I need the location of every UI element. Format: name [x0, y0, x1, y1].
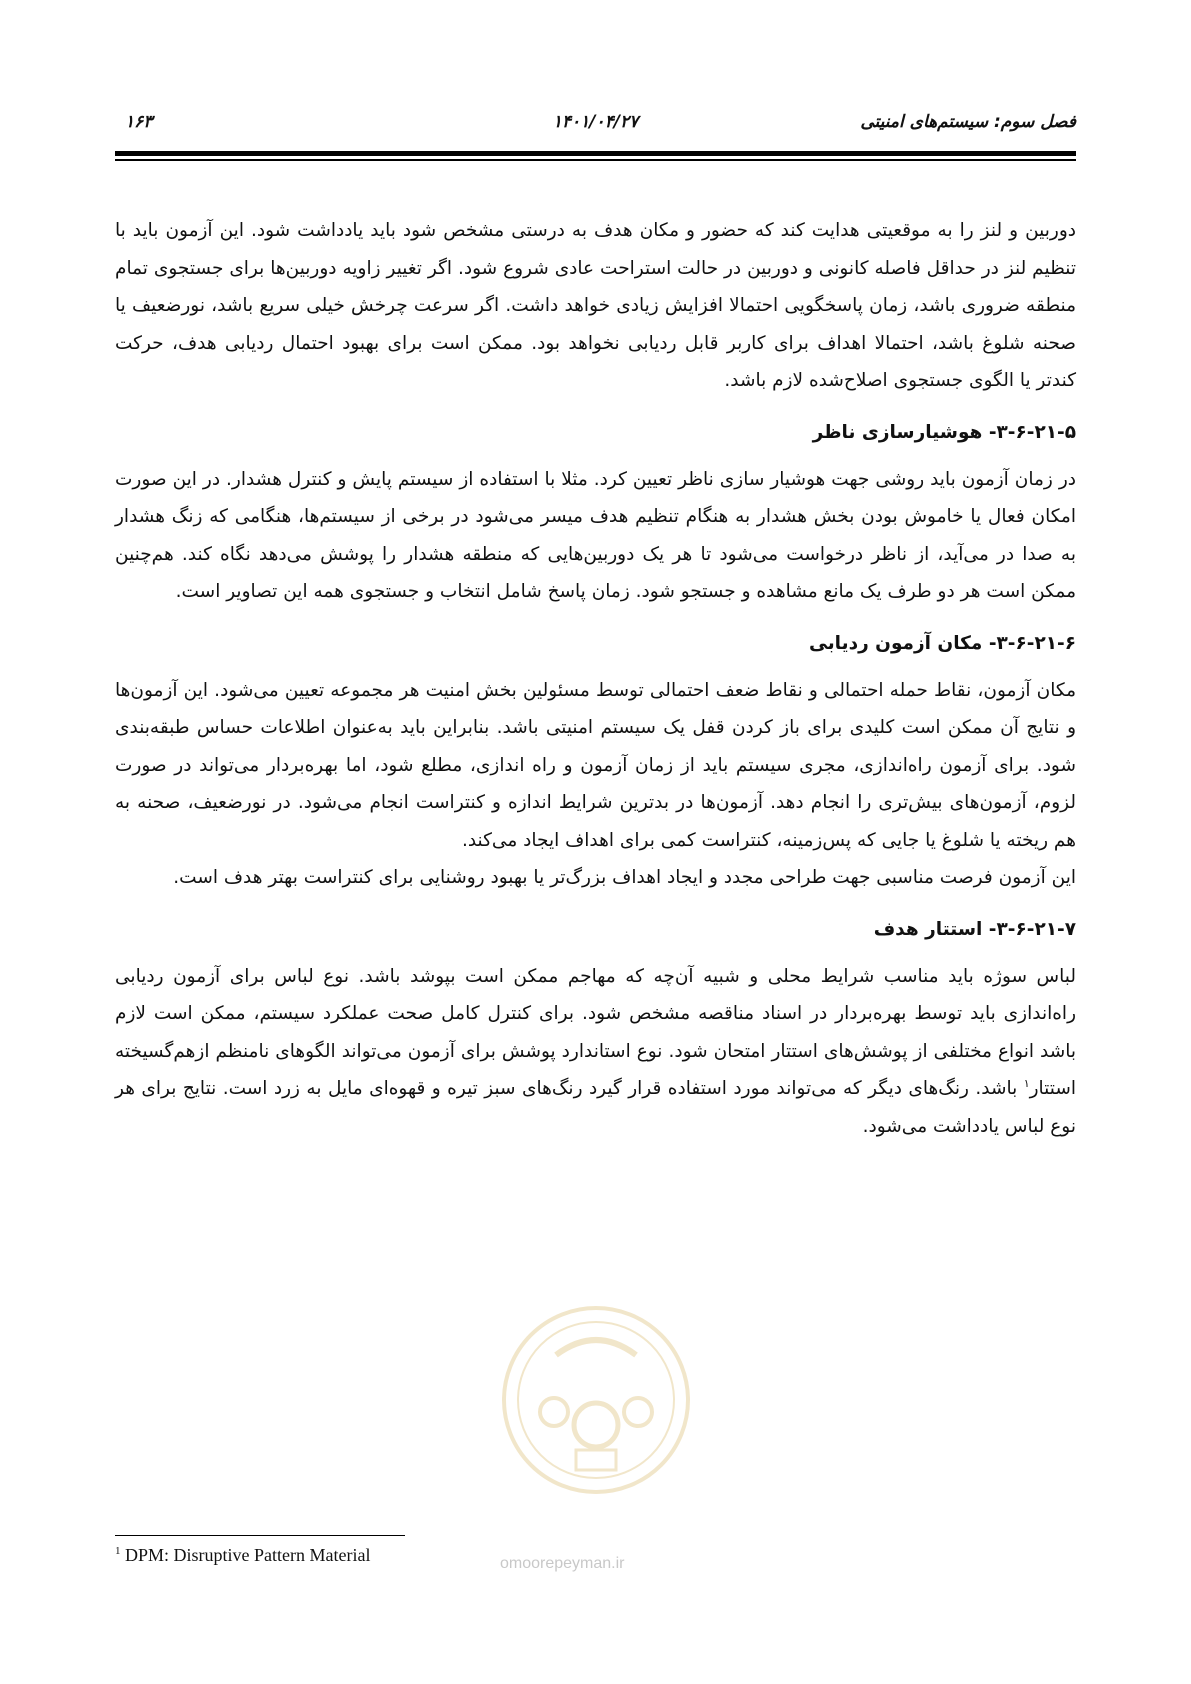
paragraph-text: لباس سوژه باید مناسب شرایط محلی و شبیه آن‌چه که مهاجم ممکن است بپوشد باشد. نوع لباس برای آزمون ردیابی راه‌اندازی باید توسط بهره‌بردار در اسناد مناقصه مشخص شود. برای کنترل کامل صحت عملکرد سیستم، ممکن است لازم باشد انواع مختلفی از پوشش‌های استتار امتحان شود. نوع استاندارد پوشش برای آزمون می‌تواند الگوهای نامنظم ازهم‌گسیخته استتار	[115, 965, 1076, 1099]
footnote-divider	[115, 1535, 405, 1536]
header-double-rule	[115, 151, 1076, 161]
page-body	[115, 212, 1076, 1145]
footnote-reference[interactable]: ۱	[1023, 1076, 1030, 1090]
paragraph: مکان آزمون، نقاط حمله احتمالی و نقاط ضعف احتمالی توسط مسئولین بخش امنیت هر مجموعه تعیین می‌شود. این آزمون‌ها و نتایج آن ممکن است کلیدی برای باز کردن قفل یک سیستم امنیتی باشد. بنابراین باید به‌عنوان اطلاعات حساس طبقه‌بندی شود. برای آزمون راه‌اندازی، مجری سیستم باید از زمان آزمون و راه اندازی، مطلع شود، اما بهره‌بردار می‌تواند در صورت لزوم، آزمون‌های بیش‌تری را انجام دهد. آزمون‌ها در بدترین شرایط اندازه و کنتراست انجام می‌شود. در نورضعیف، صحنه به هم ریخته یا شلوغ یا جایی که پس‌زمینه، کنتراست کمی برای اهداف ایجاد می‌کند.	[115, 679, 1076, 851]
watermark-site: omoorepeyman.ir	[500, 1555, 625, 1572]
footnote-number: 1	[115, 1545, 121, 1557]
chapter-title: فصل سوم: سیستم‌های امنیتی	[860, 112, 1076, 132]
page-number: ۱۶۳	[125, 112, 153, 132]
footnote-text: DPM: Disruptive Pattern Material	[125, 1545, 371, 1565]
paragraph: دوربین و لنز را به موقعیتی هدایت کند که حضور و مکان هدف به درستی مشخص شود باید یادداشت شود. این آزمون باید با تنظیم لنز در حداقل فاصله کانونی و دوربین در حالت استراحت عادی شروع شود. اگر تغییر زاویه دوربین‌ها برای جستجوی تمام منطقه ضروری باشد، زمان پاسخگویی احتمالا افزایش زیادی خواهد داشت. اگر سرعت چرخش خیلی سریع باشد، نورضعیف یا صحنه شلوغ باشد، احتمالا اهداف برای کاربر قابل ردیابی نخواهد بود. ممکن است برای بهبود احتمال ردیابی هدف، حرکت کندتر یا الگوی جستجوی اصلاح‌شده لازم باشد.	[115, 220, 1076, 391]
paragraph: این آزمون فرصت مناسبی جهت طراحی مجدد و ایجاد اهداف بزرگ‌تر یا بهبود روشنایی برای کنتراست بهتر هدف است.	[173, 867, 1076, 888]
paragraph-text-continued: باشد. رنگ‌های دیگر که می‌تواند مورد استفاده قرار گیرد رنگ‌های سبز تیره و قهوه‌ای مایل به زرد است. نتایج برای هر نوع لباس یادداشت می‌شود.	[115, 1078, 1076, 1137]
header-date: ۱۴۰۱/۰۴/۲۷	[552, 112, 639, 132]
section-heading: ۳-۶-۲۱-۶- مکان آزمون ردیابی	[809, 632, 1076, 654]
page-header	[115, 112, 1076, 142]
section-heading: ۳-۶-۲۱-۷- استتار هدف	[873, 918, 1076, 940]
paragraph: در زمان آزمون باید روشی جهت هوشیار سازی ناظر تعیین کرد. مثلا با استفاده از سیستم پایش و کنترل هشدار. در این صورت امکان فعال یا خاموش بودن بخش هشدار به هنگام تنظیم هدف میسر می‌شود در برخی از سیستم‌ها، هنگامی که زنگ هشدار به صدا در می‌آید، از ناظر درخواست می‌شود تا هر یک دوربین‌هایی که منطقه هشدار را پوشش می‌دهد نگاه کند. هم‌چنین ممکن است هر دو طرف یک مانع مشاهده و جستجو شود. زمان پاسخ شامل انتخاب و جستجوی همه این تصاویر است.	[115, 468, 1076, 602]
footnote	[115, 1545, 370, 1566]
section-heading: ۳-۶-۲۱-۵- هوشیارسازی ناظر	[812, 421, 1076, 443]
paragraph-with-footnote	[115, 958, 1076, 1146]
publisher-seal-watermark	[496, 1300, 696, 1500]
